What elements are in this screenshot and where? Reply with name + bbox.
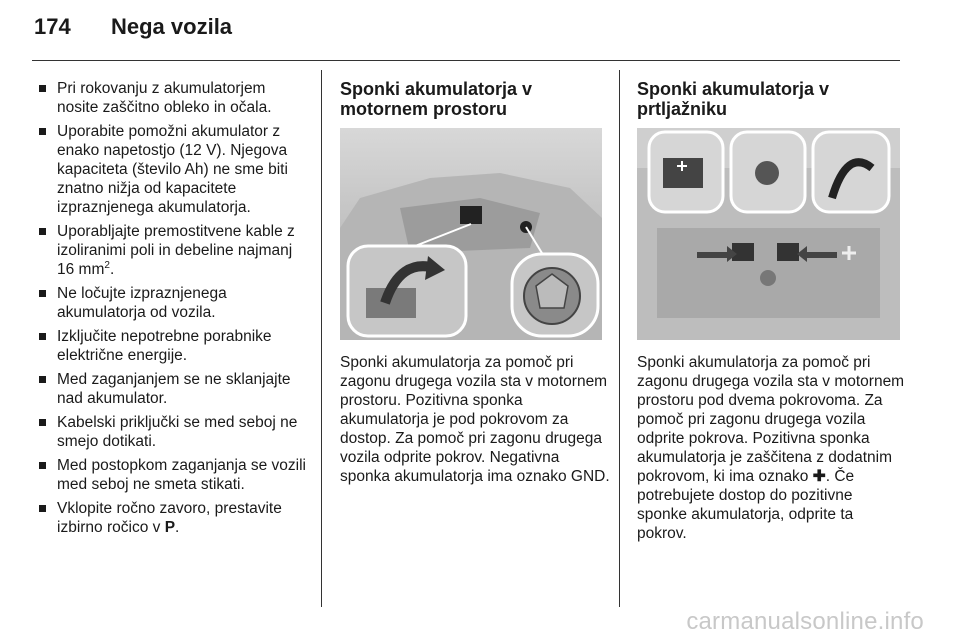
- bullet-marker: [39, 290, 46, 297]
- list-item: [35, 284, 310, 322]
- bullet-marker: [39, 376, 46, 383]
- bullet-marker: [39, 333, 46, 340]
- list-item: [35, 122, 310, 217]
- bullet-text: Uporabite pomožni akumulator z enako napetostjo (12 V). Njegova kapaciteta (število Ah) ne sme biti znatno nižja od kapacitete izpraznjenega akumulatorja.: [57, 123, 288, 216]
- bullet-text: Uporabljajte premostitvene kable z izoliranimi poli in debeline najmanj 16 mm: [57, 223, 295, 278]
- list-item: [35, 499, 310, 537]
- bullet-text: Ne ločujte izpraznjenega akumulatorja od vozila.: [57, 285, 227, 321]
- bullet-marker: [39, 85, 46, 92]
- bullet-text: Kabelski priključki se med seboj ne smejo dotikati.: [57, 414, 298, 450]
- bullet-marker: [39, 419, 46, 426]
- list-item: [35, 413, 310, 451]
- section-title: Sponki akumulatorja v prtljažniku: [637, 79, 830, 119]
- bullet-marker: [39, 462, 46, 469]
- plus-icon: ✚: [812, 468, 826, 485]
- caption-text-part1: Sponki akumulatorja za pomoč pri zagonu drugega vozila sta v motornem prostoru pod dvema pokrovoma. Za pomoč pri zagonu drugega vozila odprite pokrova. Pozitivna sponka akumulatorja je zaščitena z dodatnim pokrovom, ki ima oznako: [637, 354, 905, 485]
- bullet-list: [35, 79, 310, 537]
- engine-bay-section: [340, 79, 602, 119]
- trunk-section: [637, 79, 903, 119]
- safety-bullets-column: [35, 79, 310, 542]
- caption-text-part2: . Če potrebujete dostop do pozitivne sponke akumulatorja, odprite ta pokrov.: [637, 468, 855, 542]
- bullet-text: Med zaganjanjem se ne sklanjajte nad akumulator.: [57, 371, 291, 407]
- bullet-text: Pri rokovanju z akumulatorjem nosite zaščitno obleko in očala.: [57, 80, 272, 116]
- caption-text: [637, 353, 905, 543]
- column-divider-1: [321, 70, 322, 607]
- trunk-caption: [637, 353, 905, 543]
- engine-bay-caption: [340, 353, 610, 486]
- trunk-battery-illustration: [637, 128, 900, 340]
- column-divider-2: [619, 70, 620, 607]
- page-title: Nega vozila: [111, 14, 233, 39]
- list-item: [35, 370, 310, 408]
- bullet-text: Izključite nepotrebne porabnike električne energije.: [57, 328, 272, 364]
- bullet-text-end: .: [109, 261, 115, 278]
- bullet-marker: [39, 228, 46, 235]
- bullet-text: Med postopkom zaganjanja se vozili med seboj ne smeta stikati.: [57, 457, 306, 493]
- bullet-text: Vklopite ročno zavoro, prestavite izbirno ročico v: [57, 500, 282, 536]
- list-item: [35, 222, 310, 279]
- list-item: [35, 79, 310, 117]
- list-item: [35, 456, 310, 494]
- caption-text: Sponki akumulatorja za pomoč pri zagonu drugega vozila sta v motornem prostoru. Pozitivna sponka akumulatorja je pod pokrovom za dostop. Za pomoč pri zagonu drugega vozila odprite pokrov. Negativna sponka akumulatorja ima oznako GND.: [340, 354, 610, 485]
- list-item: [35, 327, 310, 365]
- bullet-marker: [39, 505, 46, 512]
- superscript: 2: [104, 259, 110, 271]
- bullet-text-end: .: [175, 519, 180, 536]
- gear-position-p: P: [164, 519, 176, 536]
- engine-bay-battery-illustration: [340, 128, 602, 340]
- watermark: carmanualsonline.info: [686, 608, 924, 635]
- page-number: 174: [34, 14, 71, 39]
- bullet-marker: [39, 128, 46, 135]
- section-title: Sponki akumulatorja v motornem prostoru: [340, 79, 533, 119]
- header-rule: [32, 60, 900, 61]
